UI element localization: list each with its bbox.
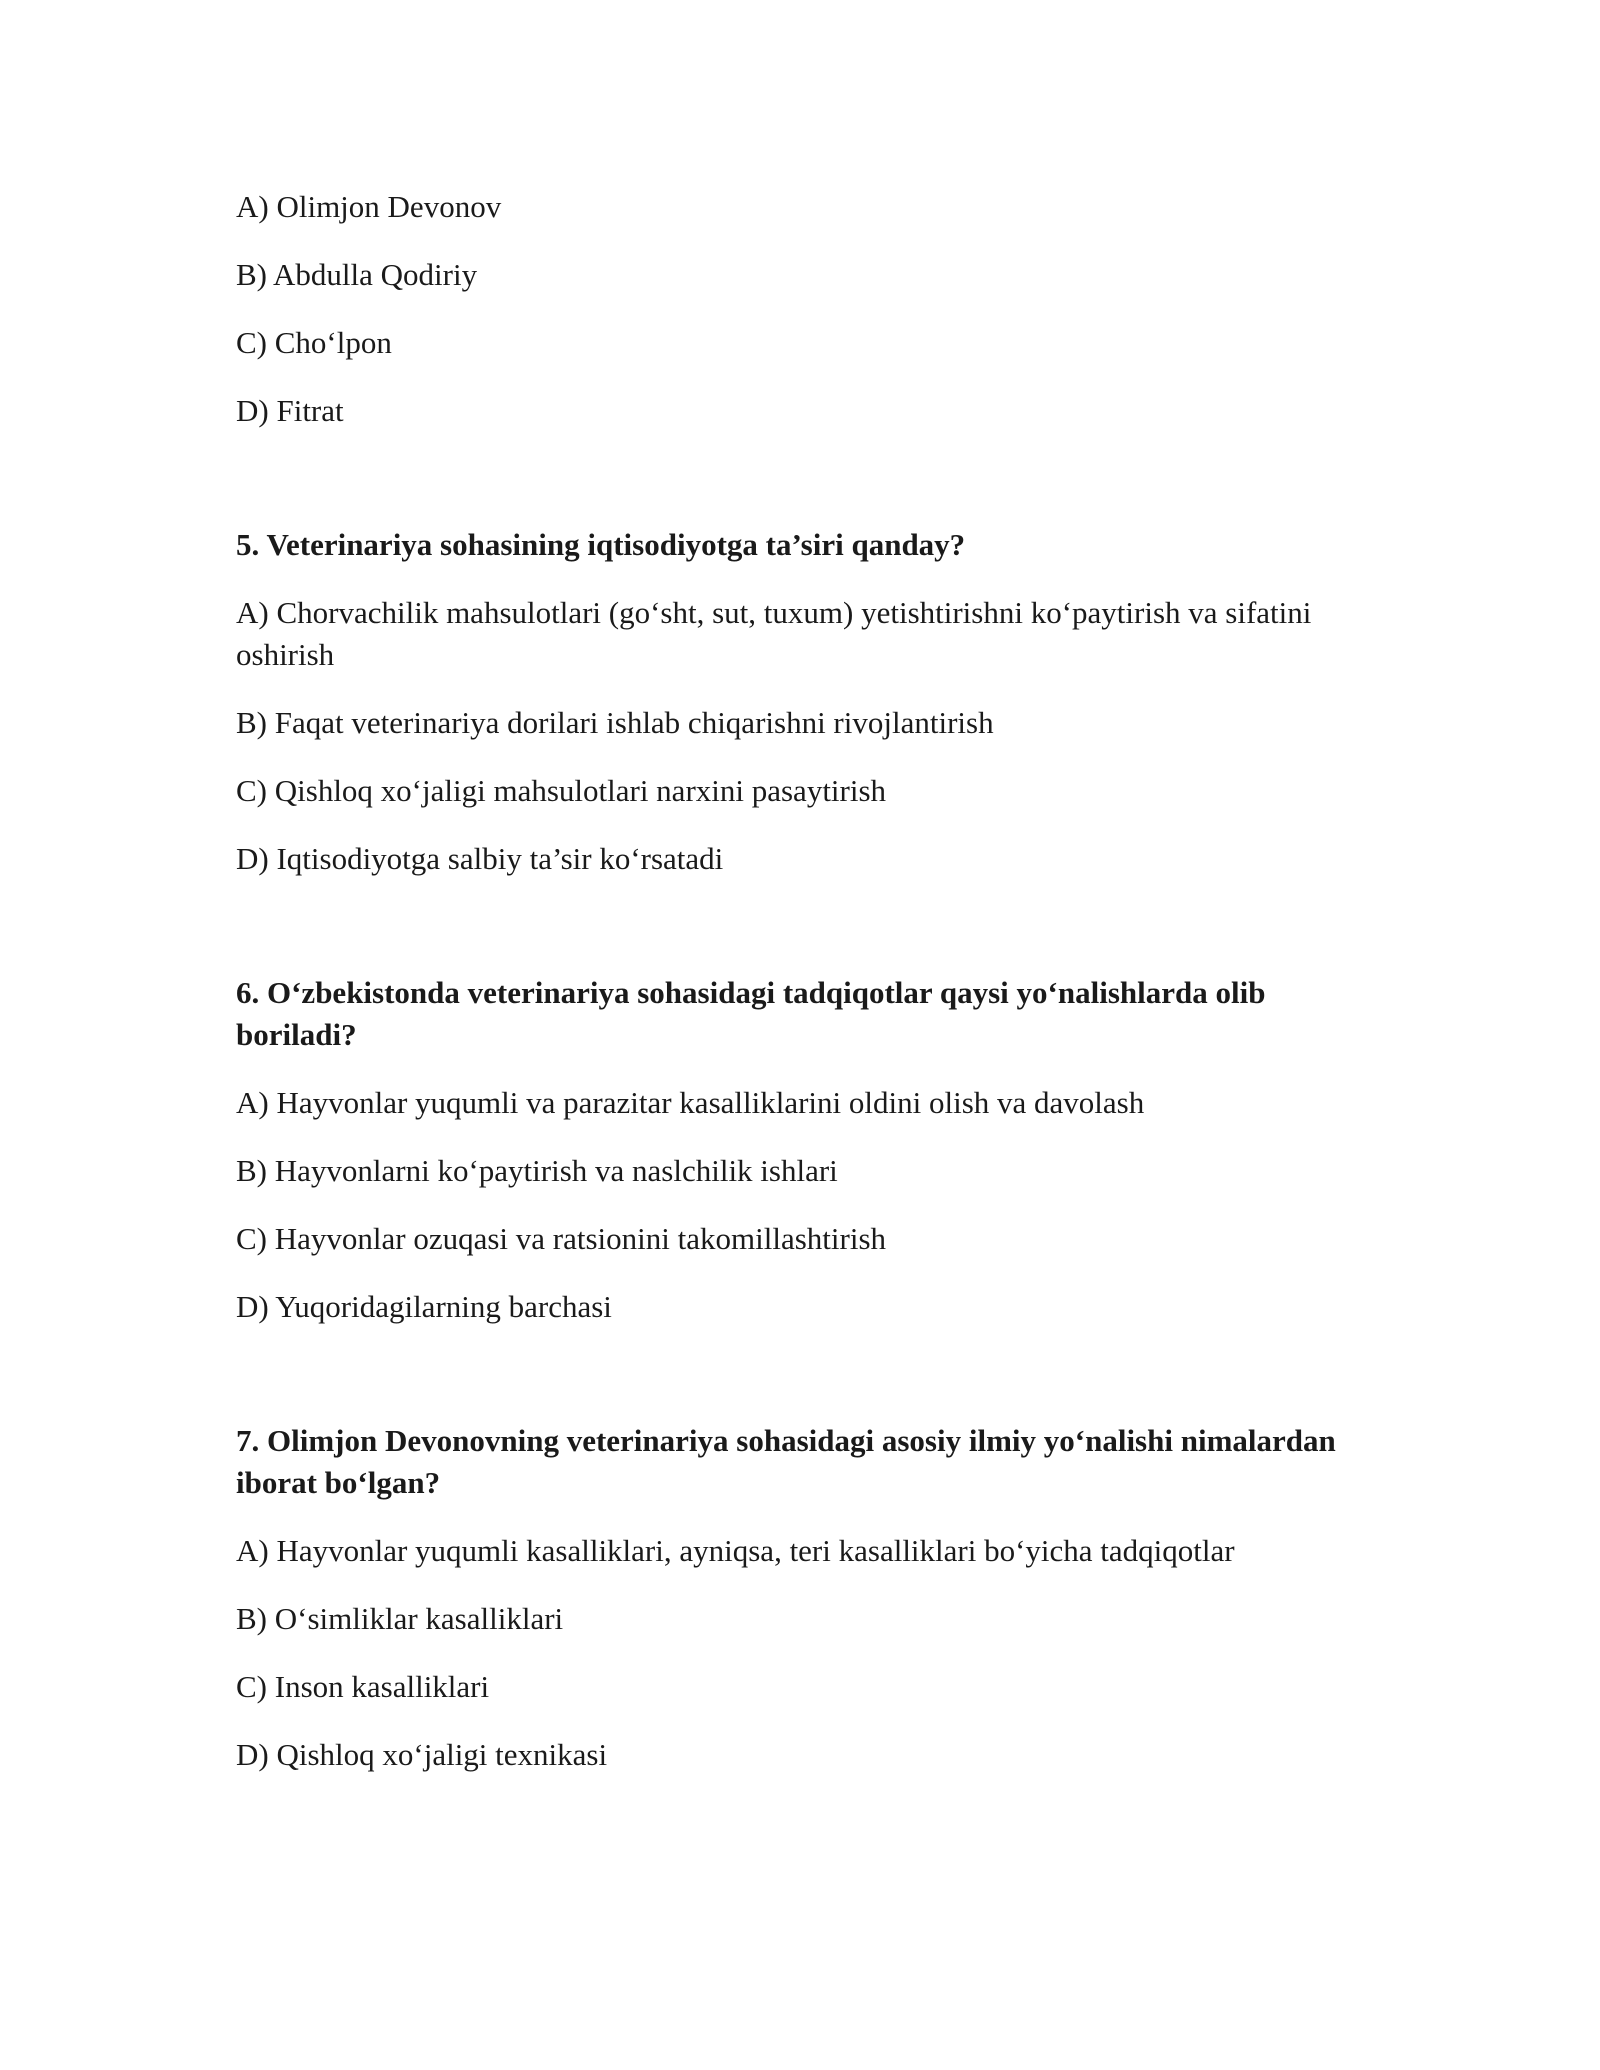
question-block-7 <box>236 1420 1386 1776</box>
option-a: A) Hayvonlar yuqumli va parazitar kasalliklarini oldini olish va davolash <box>236 1085 1145 1120</box>
prev-question-options <box>236 186 1386 432</box>
option-a: A) Hayvonlar yuqumli kasalliklari, ayniqsa, teri kasalliklari bo‘yicha tadqiqotlar <box>236 1533 1235 1568</box>
option-d: D) Iqtisodiyotga salbiy ta’sir ko‘rsatadi <box>236 841 724 876</box>
option-a: A) Chorvachilik mahsulotlari (go‘sht, sut, tuxum) yetishtirishni ko‘paytirish va sifatini oshirish <box>236 595 1312 672</box>
option-c: C) Cho‘lpon <box>236 325 392 360</box>
spacer <box>236 458 1386 524</box>
question-block-6 <box>236 972 1386 1328</box>
spacer <box>236 1354 1386 1420</box>
option-d: D) Yuqoridagilarning barchasi <box>236 1289 612 1324</box>
option-b: B) Abdulla Qodiriy <box>236 257 478 292</box>
option-d: D) Fitrat <box>236 393 344 428</box>
question-text: 7. Olimjon Devonovning veterinariya sohasidagi asosiy ilmiy yo‘nalishi nimalardan iborat bo‘lgan? <box>236 1423 1336 1500</box>
question-text: 6. O‘zbekistonda veterinariya sohasidagi tadqiqotlar qaysi yo‘nalishlarda olib boriladi? <box>236 975 1266 1052</box>
option-c: C) Hayvonlar ozuqasi va ratsionini takomillashtirish <box>236 1221 887 1256</box>
option-a: A) Olimjon Devonov <box>236 189 502 224</box>
spacer <box>236 906 1386 972</box>
option-b: B) O‘simliklar kasalliklari <box>236 1601 564 1636</box>
question-block-5 <box>236 524 1386 880</box>
quiz-content <box>236 186 1386 1802</box>
question-text: 5. Veterinariya sohasining iqtisodiyotga ta’siri qanday? <box>236 527 966 562</box>
option-b: B) Hayvonlarni ko‘paytirish va naslchilik ishlari <box>236 1153 838 1188</box>
option-b: B) Faqat veterinariya dorilari ishlab chiqarishni rivojlantirish <box>236 705 994 740</box>
option-d: D) Qishloq xo‘jaligi texnikasi <box>236 1737 608 1772</box>
option-c: C) Qishloq xo‘jaligi mahsulotlari narxini pasaytirish <box>236 773 887 808</box>
option-c: C) Inson kasalliklari <box>236 1669 490 1704</box>
